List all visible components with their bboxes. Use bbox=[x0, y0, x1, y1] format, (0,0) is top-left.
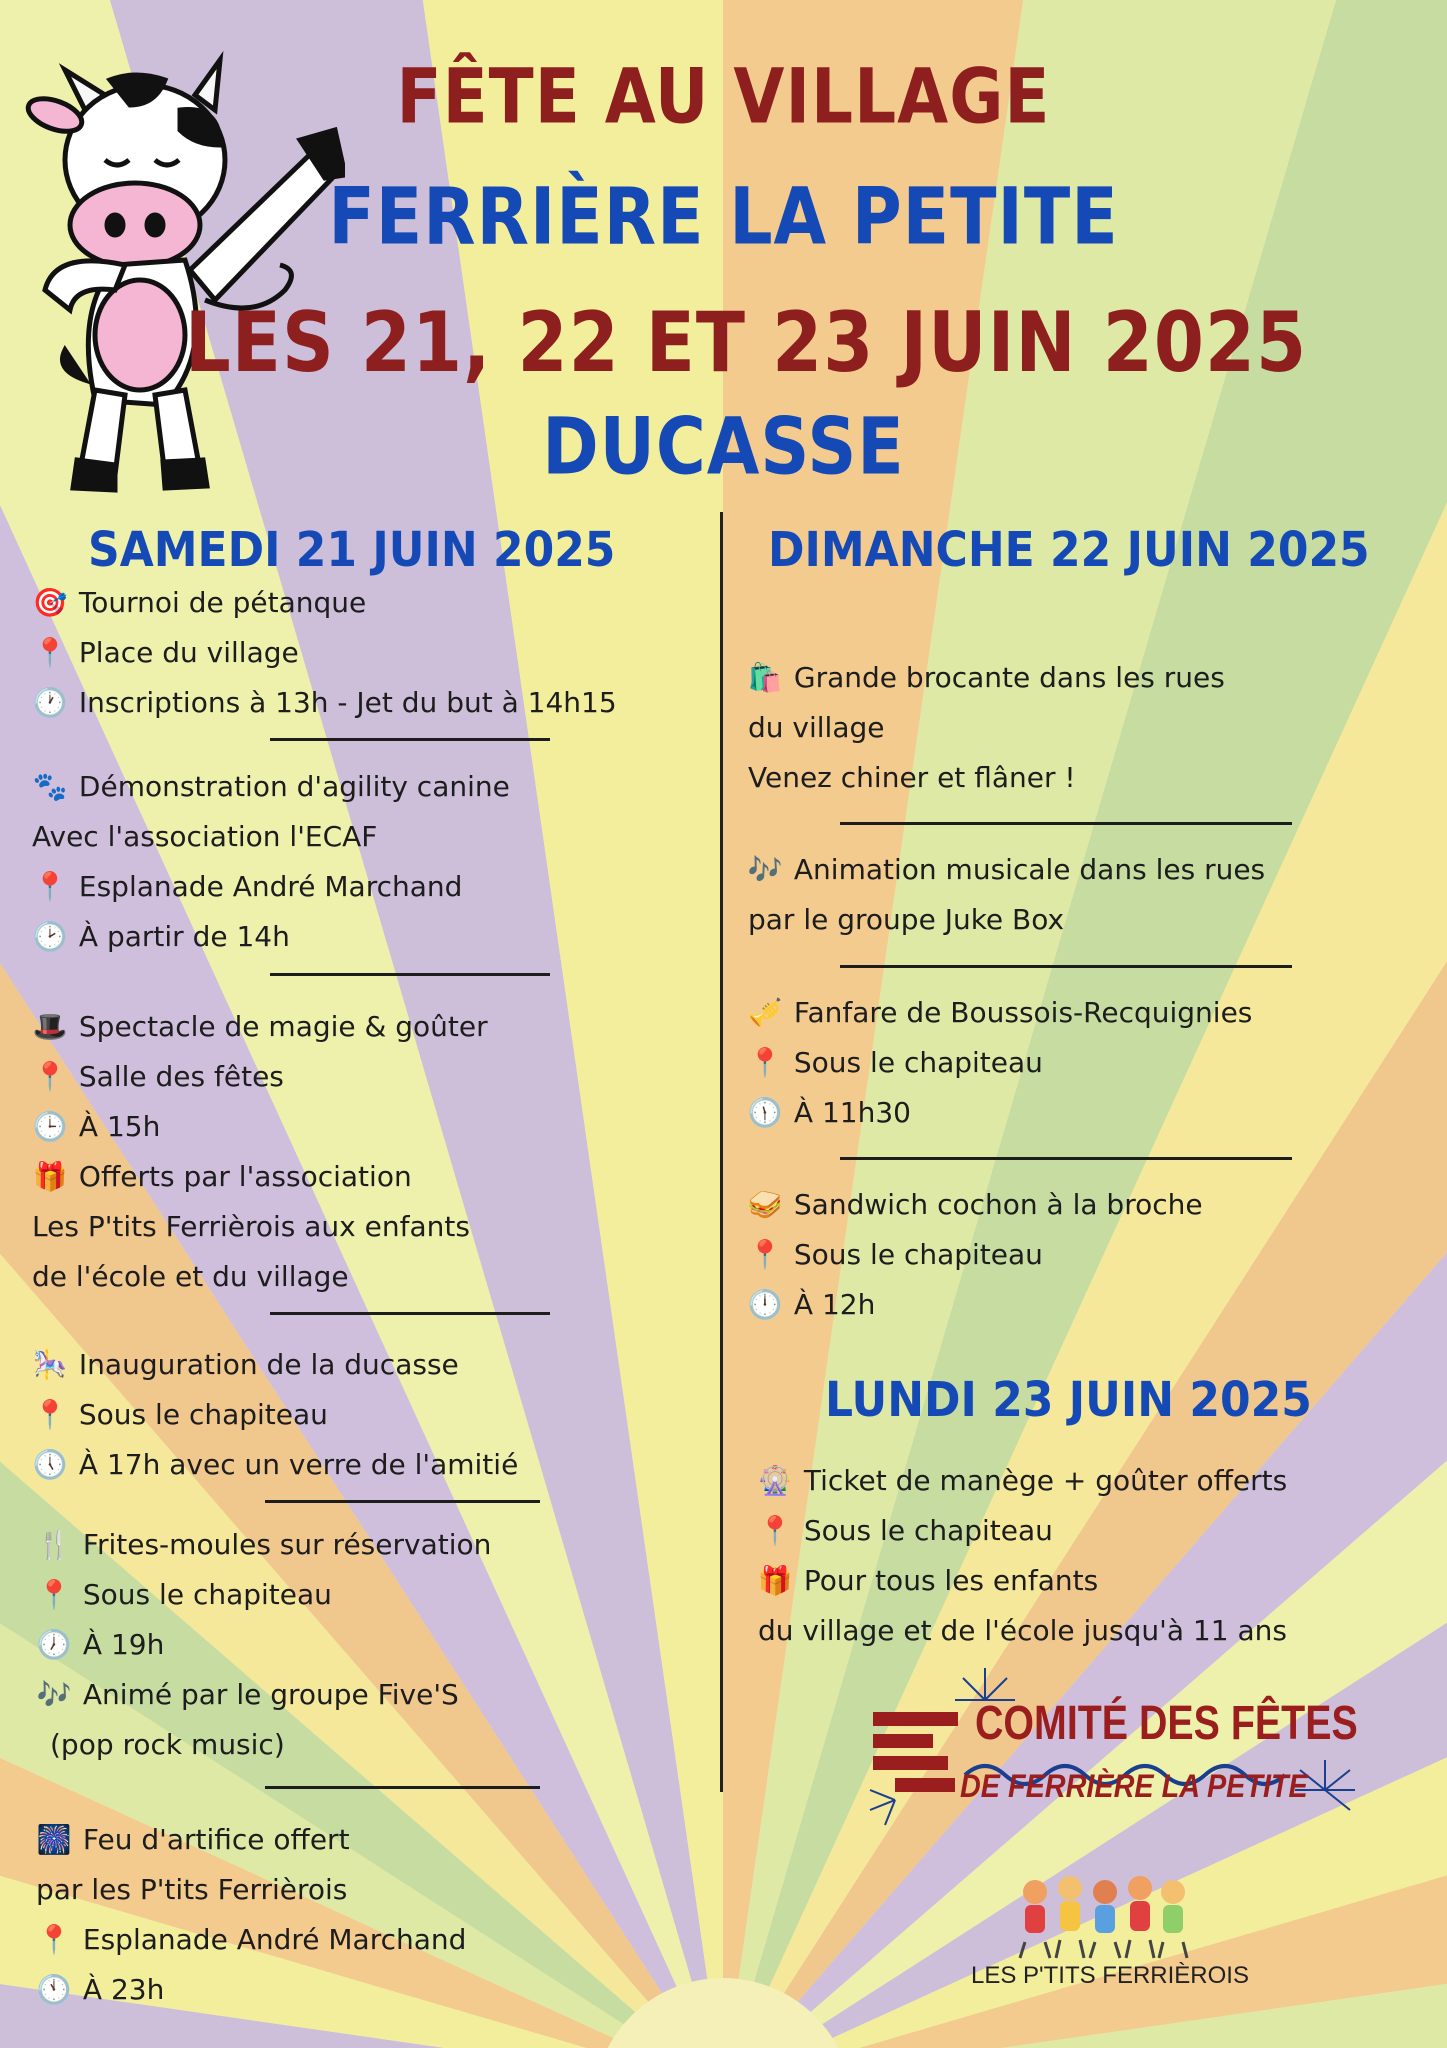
list-item: 📍 Sous le chapiteau bbox=[34, 1570, 332, 1620]
list-item: 🎆 Feu d'artifice offert bbox=[34, 1815, 350, 1865]
target-icon: 🎯 bbox=[32, 586, 68, 619]
comite-des-fetes-logo bbox=[855, 1660, 1375, 1830]
firework-icon: 🎆 bbox=[36, 1823, 72, 1856]
village-name: FERRIÈRE LA PETITE bbox=[328, 172, 1119, 263]
list-item: 🕔 À 17h avec un verre de l'amitié bbox=[30, 1440, 518, 1490]
list-item: 🎡 Ticket de manège + goûter offerts bbox=[755, 1456, 1287, 1506]
ptits-ferrierois-logo bbox=[960, 1870, 1260, 2000]
music-notes-icon: 🎶 bbox=[36, 1678, 72, 1711]
list-item: 🕚 À 23h bbox=[34, 1965, 164, 2015]
separator bbox=[265, 1500, 540, 1503]
list-item: 🕑 À partir de 14h bbox=[30, 912, 290, 962]
pin-icon: 📍 bbox=[36, 1923, 72, 1956]
list-item: 🥪 Sandwich cochon à la broche bbox=[745, 1180, 1203, 1230]
pin-icon: 📍 bbox=[32, 636, 68, 669]
list-item: par le groupe Juke Box bbox=[748, 903, 1065, 936]
paw-icon: 🐾 bbox=[32, 770, 68, 803]
column-divider bbox=[720, 512, 723, 1792]
music-notes-icon: 🎶 bbox=[747, 853, 783, 886]
separator bbox=[840, 1157, 1292, 1160]
sunday-heading: DIMANCHE 22 JUIN 2025 bbox=[768, 522, 1370, 579]
list-item: (pop rock music) bbox=[50, 1728, 285, 1761]
separator bbox=[265, 1786, 540, 1789]
separator bbox=[270, 1312, 550, 1315]
clock-icon: 🕛 bbox=[747, 1288, 783, 1321]
gift-icon: 🎁 bbox=[32, 1160, 68, 1193]
list-item: 🎯 Tournoi de pétanque bbox=[30, 578, 366, 628]
clock-icon: 🕐 bbox=[32, 686, 68, 719]
saturday-heading: SAMEDI 21 JUIN 2025 bbox=[88, 522, 616, 579]
shopping-bags-icon: 🛍️ bbox=[747, 661, 783, 694]
list-item: Avec l'association l'ECAF bbox=[32, 820, 378, 853]
ducasse-title: DUCASSE bbox=[542, 402, 905, 493]
list-item: 🎶 Animation musicale dans les rues bbox=[745, 845, 1265, 895]
pin-icon: 📍 bbox=[32, 1398, 68, 1431]
clock-icon: 🕚 bbox=[36, 1973, 72, 2006]
top-hat-icon: 🎩 bbox=[32, 1010, 68, 1043]
list-item: 📍 Esplanade André Marchand bbox=[34, 1915, 466, 1965]
list-item: de l'école et du village bbox=[32, 1260, 349, 1293]
pin-icon: 📍 bbox=[747, 1046, 783, 1079]
pin-icon: 📍 bbox=[747, 1238, 783, 1271]
clock-icon: 🕖 bbox=[36, 1628, 72, 1661]
list-item: 📍 Place du village bbox=[30, 628, 299, 678]
event-dates: LES 21, 22 ET 23 JUIN 2025 bbox=[184, 293, 1308, 391]
clock-icon: 🕒 bbox=[32, 1110, 68, 1143]
list-item: du village et de l'école jusqu'à 11 ans bbox=[758, 1614, 1287, 1647]
pin-icon: 📍 bbox=[36, 1578, 72, 1611]
separator bbox=[270, 738, 550, 741]
list-item: 📍 Esplanade André Marchand bbox=[30, 862, 462, 912]
list-item: 📍 Sous le chapiteau bbox=[755, 1506, 1053, 1556]
list-item: 🕒 À 15h bbox=[30, 1102, 160, 1152]
horn-icon: 🎺 bbox=[747, 996, 783, 1029]
list-item: 🕐 Inscriptions à 13h - Jet du but à 14h15 bbox=[30, 678, 617, 728]
list-item: 🎶 Animé par le groupe Five'S bbox=[34, 1670, 459, 1720]
event-title: FÊTE AU VILLAGE bbox=[396, 52, 1051, 141]
ptits-ferrierois-label: LES P'TITS FERRIÈROIS bbox=[971, 1962, 1249, 1989]
separator bbox=[840, 822, 1292, 825]
list-item: 📍 Salle des fêtes bbox=[30, 1052, 284, 1102]
separator bbox=[270, 973, 550, 976]
carousel-icon: 🎠 bbox=[32, 1348, 68, 1381]
list-item: Les P'tits Ferrièrois aux enfants bbox=[32, 1210, 470, 1243]
list-item: Venez chiner et flâner ! bbox=[748, 761, 1076, 794]
list-item: 🕖 À 19h bbox=[34, 1620, 164, 1670]
monday-heading: LUNDI 23 JUIN 2025 bbox=[825, 1372, 1312, 1429]
list-item: 🕛 À 12h bbox=[745, 1280, 875, 1330]
list-item: 🎁 Offerts par l'association bbox=[30, 1152, 412, 1202]
comite-line2: DE FERRIÈRE LA PETITE bbox=[960, 1768, 1308, 1804]
list-item: 📍 Sous le chapiteau bbox=[30, 1390, 328, 1440]
comite-line1: COMITÉ DES FÊTES bbox=[975, 1697, 1358, 1750]
gift-icon: 🎁 bbox=[757, 1564, 793, 1597]
clock-icon: 🕦 bbox=[747, 1096, 783, 1129]
list-item: 🍴 Frites-moules sur réservation bbox=[34, 1520, 491, 1570]
separator bbox=[840, 965, 1292, 968]
clock-icon: 🕑 bbox=[32, 920, 68, 953]
list-item: 🎩 Spectacle de magie & goûter bbox=[30, 1002, 488, 1052]
sandwich-icon: 🥪 bbox=[747, 1188, 783, 1221]
children-dancing-icon bbox=[960, 1870, 1260, 1960]
list-item: 🎁 Pour tous les enfants bbox=[755, 1556, 1098, 1606]
list-item: 🐾 Démonstration d'agility canine bbox=[30, 762, 510, 812]
list-item: 🎺 Fanfare de Boussois-Recquignies bbox=[745, 988, 1252, 1038]
list-item: par les P'tits Ferrièrois bbox=[36, 1873, 348, 1906]
pin-icon: 📍 bbox=[757, 1514, 793, 1547]
list-item: 🕦 À 11h30 bbox=[745, 1088, 911, 1138]
list-item: 📍 Sous le chapiteau bbox=[745, 1230, 1043, 1280]
pin-icon: 📍 bbox=[32, 870, 68, 903]
list-item: du village bbox=[748, 711, 885, 744]
pin-icon: 📍 bbox=[32, 1060, 68, 1093]
ferris-wheel-icon: 🎡 bbox=[757, 1464, 793, 1497]
list-item: 🛍️ Grande brocante dans les rues bbox=[745, 653, 1225, 703]
cutlery-icon: 🍴 bbox=[36, 1528, 72, 1561]
list-item: 🎠 Inauguration de la ducasse bbox=[30, 1340, 459, 1390]
clock-icon: 🕔 bbox=[32, 1448, 68, 1481]
list-item: 📍 Sous le chapiteau bbox=[745, 1038, 1043, 1088]
